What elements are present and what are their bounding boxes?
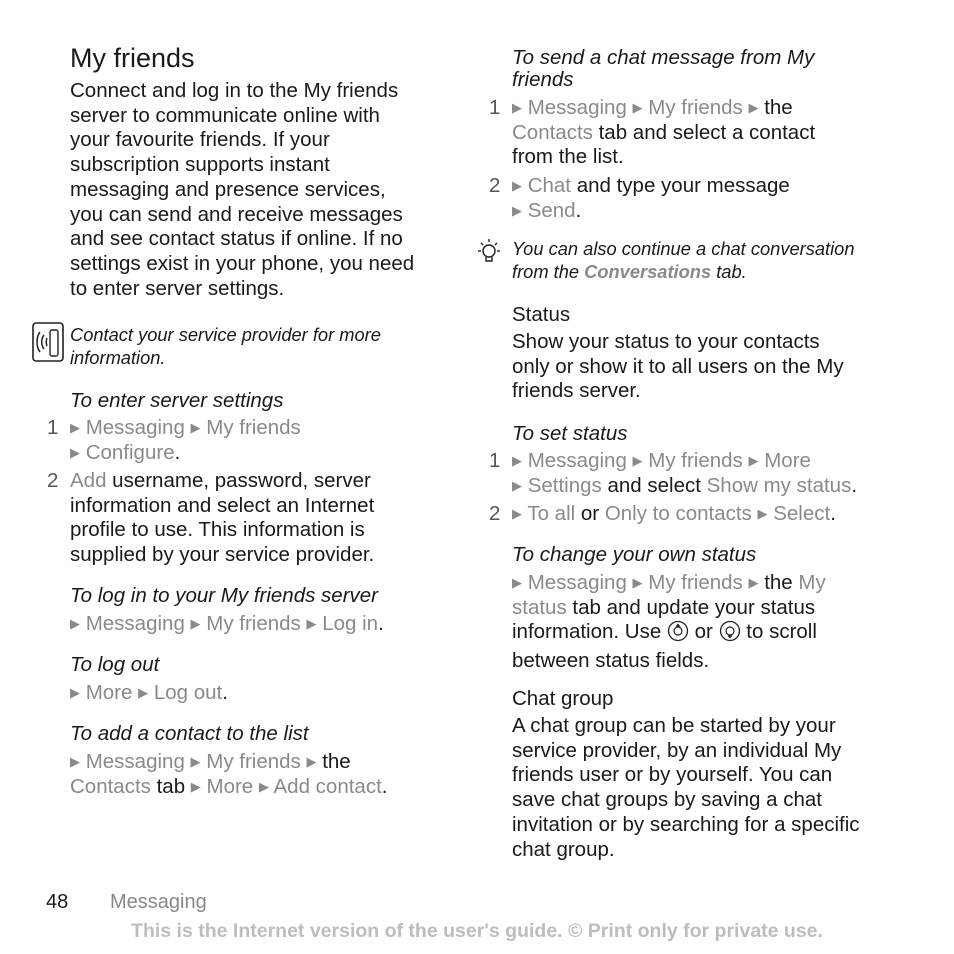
menu-messaging[interactable]: Messaging	[85, 612, 185, 635]
status-paragraph: Show your status to your contacts only or show it to all users on the My friends server.	[512, 330, 844, 403]
nav-up-key-icon	[667, 620, 689, 649]
nav-down-key-icon	[719, 620, 741, 649]
menu-my-friends[interactable]: My friends	[206, 612, 301, 635]
menu-settings[interactable]: Settings	[527, 473, 602, 497]
login-title: To log in to your My friends server	[70, 584, 379, 607]
arrow-icon: ▶	[512, 575, 522, 590]
logout-path: ▶ More ▶ Log out.	[70, 681, 228, 704]
add-contact-path: ▶ Messaging ▶ My friends ▶ the Contacts tab ▶ More ▶ Add contact.	[70, 750, 388, 798]
status-heading: Status	[512, 303, 571, 326]
arrow-icon: ▶	[512, 477, 522, 493]
menu-messaging[interactable]: Messaging	[527, 96, 627, 119]
menu-my-friends[interactable]: My friends	[206, 416, 301, 439]
arrow-icon: ▶	[748, 100, 759, 115]
menu-my-friends[interactable]: My friends	[648, 96, 743, 119]
chat-group-paragraph: A chat group can be started by your service provider, by an individual My friends user or by yourself. You can save chat groups by saving a chat invitation or by searching for a specific chat group.	[512, 714, 860, 861]
lightbulb-tip-icon	[474, 236, 504, 273]
conversation-tip: You can also continue a chat conversation from the Conversations tab.	[512, 238, 855, 282]
chat-step-2: 2 ▶ Chat and type your message ▶ Send.	[489, 174, 790, 222]
menu-configure[interactable]: Configure	[85, 440, 175, 464]
menu-log-out[interactable]: Log out	[153, 681, 223, 704]
arrow-icon: ▶	[632, 575, 643, 590]
send-chat-title: To send a chat message from My friends	[512, 46, 815, 91]
set-status-title: To set status	[512, 422, 628, 445]
arrow-icon: ▶	[190, 420, 201, 435]
arrow-icon: ▶	[632, 453, 643, 468]
add-contact-title: To add a contact to the list	[70, 722, 309, 745]
logout-title: To log out	[70, 653, 160, 676]
menu-messaging[interactable]: Messaging	[527, 571, 627, 594]
section-name: Messaging	[110, 891, 207, 913]
server-settings-title: To enter server settings	[70, 389, 284, 412]
login-path: ▶ Messaging ▶ My friends ▶ Log in.	[70, 612, 384, 635]
menu-show-my-status[interactable]: Show my status	[706, 473, 852, 497]
page-title: My friends	[70, 43, 195, 73]
menu-messaging[interactable]: Messaging	[527, 449, 627, 472]
menu-chat[interactable]: Chat	[527, 174, 572, 197]
tab-my-status[interactable]: My	[798, 571, 826, 594]
arrow-icon: ▶	[138, 685, 149, 700]
menu-add[interactable]: Add	[70, 469, 107, 492]
arrow-icon: ▶	[190, 616, 201, 631]
intro-paragraph: Connect and log in to the My friends server to communicate online with your favourite friends. If your subscription supports instant messaging and presence services, you can send and receive messages and see contact status if online. If no settings exist in your phone, you need to enter server settings.	[70, 79, 415, 300]
arrow-icon: ▶	[70, 616, 80, 631]
arrow-icon: ▶	[258, 778, 269, 794]
menu-my-friends[interactable]: My friends	[206, 750, 301, 773]
menu-messaging[interactable]: Messaging	[85, 416, 185, 439]
menu-my-friends[interactable]: My friends	[648, 449, 743, 472]
arrow-icon: ▶	[306, 754, 317, 769]
arrow-icon: ▶	[70, 444, 80, 460]
tab-conversations[interactable]: Conversations	[584, 261, 712, 282]
set-status-step-1: 1 ▶ Messaging ▶ My friends ▶ More ▶ Settings and select Show my status.	[489, 449, 858, 497]
arrow-icon: ▶	[190, 778, 201, 794]
menu-log-in[interactable]: Log in	[322, 612, 379, 635]
tab-my-status-cont[interactable]: status	[512, 595, 567, 619]
menu-add-contact[interactable]: Add contact	[273, 774, 382, 798]
change-status-path: ▶ Messaging ▶ My friends ▶ the My status tab and update your status information. Use or to scroll between status fields.	[512, 571, 826, 673]
server-step-2: 2 Add username, password, server information and select an Internet profile to use. This information is supplied by your service provider.	[47, 469, 375, 567]
server-step-1: 1 ▶ Messaging ▶ My friends ▶ Configure.	[47, 416, 301, 464]
menu-more[interactable]: More	[764, 449, 811, 472]
tab-contacts[interactable]: Contacts	[70, 774, 151, 798]
service-provider-note: Contact your service provider for more information.	[70, 324, 381, 368]
menu-send[interactable]: Send	[527, 198, 576, 222]
chat-step-1: 1 ▶ Messaging ▶ My friends ▶ the Contacts tab and select a contact from the list.	[489, 96, 816, 169]
chat-group-heading: Chat group	[512, 687, 614, 710]
arrow-icon: ▶	[512, 178, 522, 193]
arrow-icon: ▶	[512, 202, 522, 218]
option-only-to-contacts[interactable]: Only to contacts	[604, 502, 752, 525]
menu-my-friends[interactable]: My friends	[648, 571, 743, 594]
arrow-icon: ▶	[757, 506, 768, 521]
arrow-icon: ▶	[512, 100, 522, 115]
arrow-icon: ▶	[748, 575, 759, 590]
arrow-icon: ▶	[512, 506, 522, 521]
menu-more[interactable]: More	[85, 681, 133, 704]
tab-contacts[interactable]: Contacts	[512, 120, 593, 144]
arrow-icon: ▶	[748, 453, 759, 468]
menu-select[interactable]: Select	[773, 502, 831, 525]
arrow-icon: ▶	[632, 100, 643, 115]
menu-more[interactable]: More	[206, 774, 254, 798]
page-number: 48	[46, 891, 69, 913]
option-to-all[interactable]: To all	[527, 502, 576, 525]
arrow-icon: ▶	[70, 685, 80, 700]
set-status-step-2: 2 ▶ To all or Only to contacts ▶ Select.	[489, 502, 836, 525]
phone-note-icon	[32, 322, 64, 367]
copyright-notice: This is the Internet version of the user's guide. © Print only for private use.	[131, 920, 823, 942]
arrow-icon: ▶	[70, 754, 80, 769]
arrow-icon: ▶	[190, 754, 201, 769]
change-status-title: To change your own status	[512, 543, 757, 566]
arrow-icon: ▶	[70, 420, 80, 435]
arrow-icon: ▶	[512, 453, 522, 468]
menu-messaging[interactable]: Messaging	[85, 750, 185, 773]
arrow-icon: ▶	[306, 616, 317, 631]
